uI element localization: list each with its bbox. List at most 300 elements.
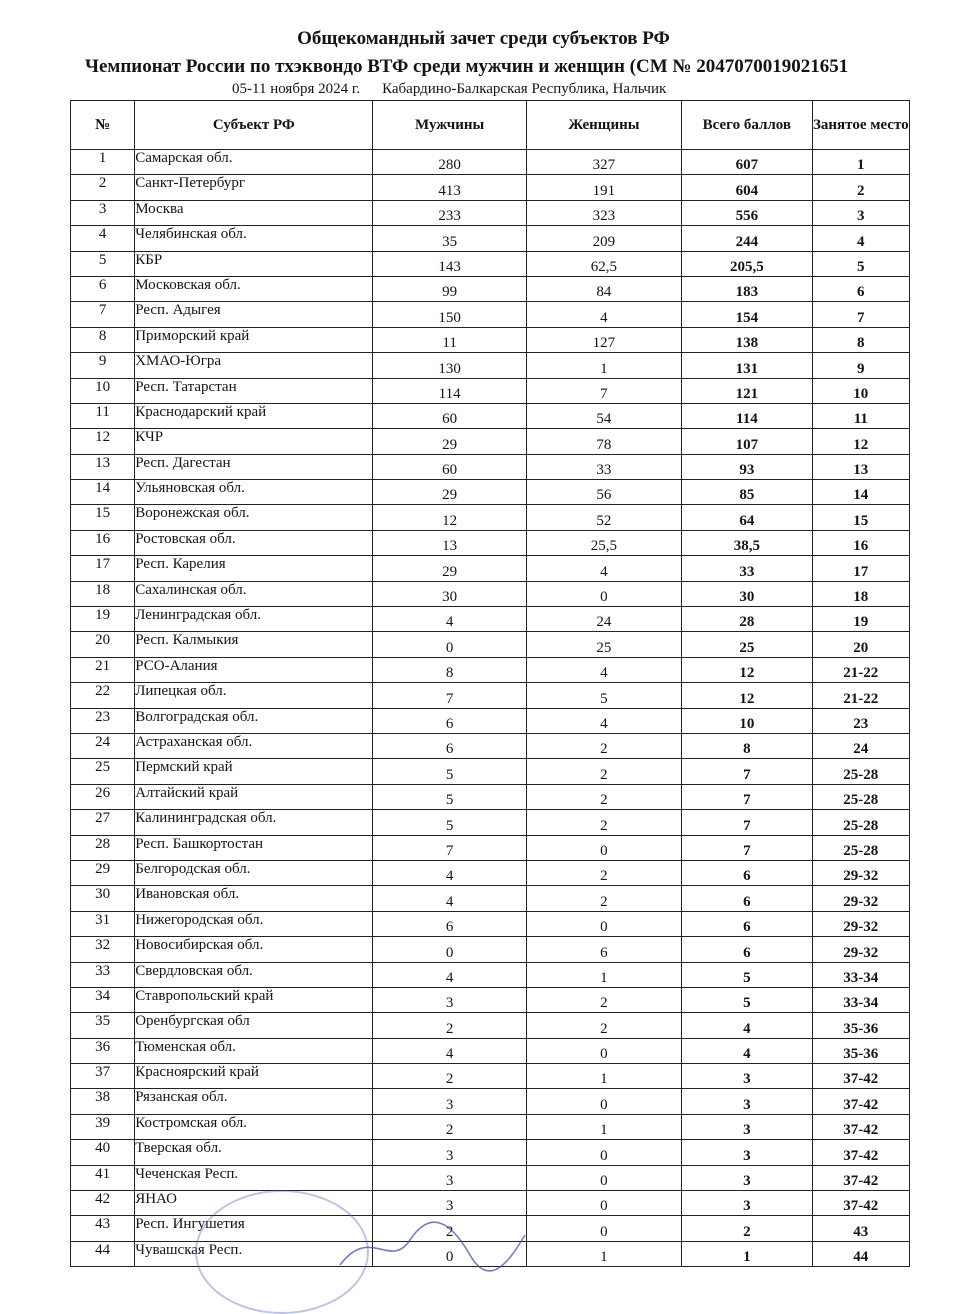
row-total-points: 7 (682, 810, 813, 835)
row-total-points: 3 (682, 1114, 813, 1139)
row-women-points: 4 (526, 708, 681, 733)
table-row (71, 911, 910, 936)
row-total-points: 3 (682, 1191, 813, 1216)
row-number: 43 (71, 1216, 135, 1241)
col-header-num: № (71, 101, 135, 150)
row-men-points: 6 (373, 733, 526, 758)
row-women-points: 62,5 (526, 251, 681, 276)
row-total-points: 12 (682, 683, 813, 708)
row-men-points: 2 (373, 1013, 526, 1038)
row-number: 1 (71, 150, 135, 175)
row-place: 29-32 (812, 886, 909, 911)
table-row (71, 632, 910, 657)
row-subject: Оренбургская обл (135, 1013, 373, 1038)
table-row (71, 200, 910, 225)
row-place: 10 (812, 378, 909, 403)
table-row (71, 378, 910, 403)
row-total-points: 93 (682, 454, 813, 479)
row-subject: Астраханская обл. (135, 733, 373, 758)
row-women-points: 2 (526, 860, 681, 885)
row-place: 37-42 (812, 1191, 909, 1216)
row-number: 10 (71, 378, 135, 403)
row-subject: Свердловская обл. (135, 962, 373, 987)
row-subject: Сахалинская обл. (135, 581, 373, 606)
row-women-points: 52 (526, 505, 681, 530)
row-men-points: 60 (373, 403, 526, 428)
table-row (71, 1241, 910, 1266)
row-subject: Красноярский край (135, 1064, 373, 1089)
row-total-points: 64 (682, 505, 813, 530)
row-men-points: 13 (373, 530, 526, 555)
row-men-points: 29 (373, 480, 526, 505)
row-subject: Тюменская обл. (135, 1038, 373, 1063)
row-number: 6 (71, 276, 135, 301)
row-women-points: 0 (526, 581, 681, 606)
row-total-points: 28 (682, 607, 813, 632)
row-number: 5 (71, 251, 135, 276)
row-place: 20 (812, 632, 909, 657)
table-row (71, 683, 910, 708)
row-subject: Респ. Адыгея (135, 302, 373, 327)
row-men-points: 3 (373, 987, 526, 1012)
row-subject: Респ. Татарстан (135, 378, 373, 403)
row-men-points: 6 (373, 708, 526, 733)
table-row (71, 835, 910, 860)
row-women-points: 1 (526, 962, 681, 987)
row-men-points: 29 (373, 429, 526, 454)
row-place: 21-22 (812, 683, 909, 708)
row-total-points: 154 (682, 302, 813, 327)
row-total-points: 85 (682, 480, 813, 505)
col-header-men: Мужчины (373, 101, 526, 150)
row-women-points: 2 (526, 784, 681, 809)
row-place: 19 (812, 607, 909, 632)
col-header-women: Женщины (526, 101, 681, 150)
row-women-points: 0 (526, 1191, 681, 1216)
row-women-points: 2 (526, 733, 681, 758)
table-row (71, 937, 910, 962)
event-dates: 05-11 ноября 2024 г. (232, 81, 361, 97)
row-number: 8 (71, 327, 135, 352)
row-men-points: 8 (373, 657, 526, 682)
table-row (71, 886, 910, 911)
row-total-points: 604 (682, 175, 813, 200)
row-subject: Новосибирская обл. (135, 937, 373, 962)
row-total-points: 7 (682, 759, 813, 784)
row-place: 4 (812, 226, 909, 251)
row-number: 40 (71, 1140, 135, 1165)
row-total-points: 107 (682, 429, 813, 454)
row-subject: Ленинградская обл. (135, 607, 373, 632)
row-women-points: 2 (526, 1013, 681, 1038)
row-number: 21 (71, 657, 135, 682)
row-total-points: 121 (682, 378, 813, 403)
row-place: 17 (812, 556, 909, 581)
row-place: 37-42 (812, 1140, 909, 1165)
row-number: 36 (71, 1038, 135, 1063)
table-row (71, 1064, 910, 1089)
row-men-points: 3 (373, 1165, 526, 1190)
row-women-points: 2 (526, 886, 681, 911)
row-subject: Приморский край (135, 327, 373, 352)
table-body (71, 150, 910, 1267)
row-number: 34 (71, 987, 135, 1012)
row-number: 35 (71, 1013, 135, 1038)
row-total-points: 114 (682, 403, 813, 428)
row-place: 37-42 (812, 1165, 909, 1190)
row-number: 14 (71, 480, 135, 505)
row-number: 7 (71, 302, 135, 327)
row-men-points: 3 (373, 1089, 526, 1114)
row-place: 7 (812, 302, 909, 327)
row-number: 11 (71, 403, 135, 428)
row-total-points: 6 (682, 937, 813, 962)
row-subject: Респ. Ингушетия (135, 1216, 373, 1241)
row-number: 31 (71, 911, 135, 936)
row-men-points: 7 (373, 683, 526, 708)
row-women-points: 78 (526, 429, 681, 454)
col-header-total: Всего баллов (682, 101, 813, 150)
row-place: 24 (812, 733, 909, 758)
table-row (71, 175, 910, 200)
row-place: 37-42 (812, 1064, 909, 1089)
table-row (71, 1140, 910, 1165)
row-place: 33-34 (812, 962, 909, 987)
row-total-points: 1 (682, 1241, 813, 1266)
row-number: 37 (71, 1064, 135, 1089)
row-place: 43 (812, 1216, 909, 1241)
row-men-points: 150 (373, 302, 526, 327)
row-men-points: 233 (373, 200, 526, 225)
row-men-points: 413 (373, 175, 526, 200)
row-place: 29-32 (812, 911, 909, 936)
row-place: 14 (812, 480, 909, 505)
row-number: 38 (71, 1089, 135, 1114)
row-women-points: 4 (526, 302, 681, 327)
row-number: 42 (71, 1191, 135, 1216)
table-row (71, 1165, 910, 1190)
row-total-points: 12 (682, 657, 813, 682)
row-women-points: 327 (526, 150, 681, 175)
row-women-points: 1 (526, 1114, 681, 1139)
row-place: 29-32 (812, 860, 909, 885)
row-women-points: 0 (526, 1038, 681, 1063)
row-subject: Ставропольский край (135, 987, 373, 1012)
row-subject: Чувашская Респ. (135, 1241, 373, 1266)
row-men-points: 35 (373, 226, 526, 251)
row-women-points: 0 (526, 1165, 681, 1190)
row-men-points: 0 (373, 632, 526, 657)
row-total-points: 5 (682, 962, 813, 987)
row-total-points: 6 (682, 911, 813, 936)
row-women-points: 5 (526, 683, 681, 708)
row-women-points: 127 (526, 327, 681, 352)
row-total-points: 556 (682, 200, 813, 225)
row-women-points: 0 (526, 1216, 681, 1241)
results-table (70, 100, 910, 1267)
row-total-points: 3 (682, 1064, 813, 1089)
table-row (71, 810, 910, 835)
row-total-points: 4 (682, 1038, 813, 1063)
row-total-points: 2 (682, 1216, 813, 1241)
col-header-subject: Субъект РФ (135, 101, 373, 150)
row-subject: Респ. Калмыкия (135, 632, 373, 657)
row-place: 25-28 (812, 759, 909, 784)
table-row (71, 480, 910, 505)
row-women-points: 2 (526, 759, 681, 784)
row-place: 1 (812, 150, 909, 175)
table-row (71, 530, 910, 555)
row-number: 25 (71, 759, 135, 784)
row-total-points: 7 (682, 784, 813, 809)
table-row (71, 784, 910, 809)
row-total-points: 3 (682, 1165, 813, 1190)
row-number: 33 (71, 962, 135, 987)
row-place: 15 (812, 505, 909, 530)
row-women-points: 0 (526, 911, 681, 936)
row-women-points: 7 (526, 378, 681, 403)
row-number: 23 (71, 708, 135, 733)
row-men-points: 5 (373, 759, 526, 784)
table-row (71, 403, 910, 428)
table-row (71, 454, 910, 479)
row-number: 26 (71, 784, 135, 809)
table-row (71, 1013, 910, 1038)
table-row (71, 1089, 910, 1114)
row-place: 9 (812, 353, 909, 378)
row-total-points: 131 (682, 353, 813, 378)
row-subject: Липецкая обл. (135, 683, 373, 708)
row-number: 2 (71, 175, 135, 200)
row-women-points: 2 (526, 810, 681, 835)
row-number: 15 (71, 505, 135, 530)
row-number: 4 (71, 226, 135, 251)
row-total-points: 3 (682, 1140, 813, 1165)
row-subject: Тверская обл. (135, 1140, 373, 1165)
table-row (71, 962, 910, 987)
row-women-points: 4 (526, 657, 681, 682)
row-total-points: 8 (682, 733, 813, 758)
row-total-points: 5 (682, 987, 813, 1012)
row-men-points: 280 (373, 150, 526, 175)
row-women-points: 1 (526, 1241, 681, 1266)
row-women-points: 54 (526, 403, 681, 428)
table-row (71, 150, 910, 175)
event-info-line (232, 81, 832, 98)
row-total-points: 607 (682, 150, 813, 175)
row-women-points: 25 (526, 632, 681, 657)
row-men-points: 7 (373, 835, 526, 860)
row-place: 23 (812, 708, 909, 733)
row-subject: Респ. Дагестан (135, 454, 373, 479)
row-subject: Самарская обл. (135, 150, 373, 175)
row-subject: Чеченская Респ. (135, 1165, 373, 1190)
row-place: 29-32 (812, 937, 909, 962)
row-total-points: 7 (682, 835, 813, 860)
row-subject: Ростовская обл. (135, 530, 373, 555)
row-men-points: 2 (373, 1114, 526, 1139)
row-men-points: 5 (373, 784, 526, 809)
row-women-points: 0 (526, 1089, 681, 1114)
row-place: 8 (812, 327, 909, 352)
table-row (71, 1114, 910, 1139)
row-place: 33-34 (812, 987, 909, 1012)
row-subject: Костромская обл. (135, 1114, 373, 1139)
row-number: 17 (71, 556, 135, 581)
row-place: 3 (812, 200, 909, 225)
table-row (71, 556, 910, 581)
row-number: 9 (71, 353, 135, 378)
table-row (71, 276, 910, 301)
table-header-row (71, 101, 910, 150)
row-men-points: 5 (373, 810, 526, 835)
table-row (71, 251, 910, 276)
row-number: 39 (71, 1114, 135, 1139)
table-row (71, 1216, 910, 1241)
row-women-points: 25,5 (526, 530, 681, 555)
row-total-points: 10 (682, 708, 813, 733)
table-row (71, 1191, 910, 1216)
row-subject: Ивановская обл. (135, 886, 373, 911)
row-number: 32 (71, 937, 135, 962)
col-header-place: Занятое место (812, 101, 909, 150)
table-row (71, 759, 910, 784)
row-men-points: 130 (373, 353, 526, 378)
row-place: 2 (812, 175, 909, 200)
row-men-points: 4 (373, 607, 526, 632)
row-men-points: 4 (373, 1038, 526, 1063)
row-place: 35-36 (812, 1038, 909, 1063)
row-men-points: 0 (373, 937, 526, 962)
table-row (71, 581, 910, 606)
row-men-points: 4 (373, 886, 526, 911)
row-men-points: 4 (373, 962, 526, 987)
row-women-points: 323 (526, 200, 681, 225)
row-place: 35-36 (812, 1013, 909, 1038)
row-total-points: 25 (682, 632, 813, 657)
row-men-points: 143 (373, 251, 526, 276)
row-men-points: 12 (373, 505, 526, 530)
row-subject: Калининградская обл. (135, 810, 373, 835)
row-subject: Челябинская обл. (135, 226, 373, 251)
row-total-points: 38,5 (682, 530, 813, 555)
row-subject: Воронежская обл. (135, 505, 373, 530)
document-subtitle: Чемпионат России по тхэквондо ВТФ среди мужчин и женщин (СМ № 2047070019021651 (85, 56, 849, 77)
row-subject: Пермский край (135, 759, 373, 784)
row-number: 12 (71, 429, 135, 454)
row-men-points: 114 (373, 378, 526, 403)
row-total-points: 6 (682, 860, 813, 885)
row-number: 16 (71, 530, 135, 555)
row-subject: КЧР (135, 429, 373, 454)
row-subject: Московская обл. (135, 276, 373, 301)
row-men-points: 2 (373, 1216, 526, 1241)
row-number: 22 (71, 683, 135, 708)
row-men-points: 4 (373, 860, 526, 885)
row-number: 18 (71, 581, 135, 606)
row-subject: РСО-Алания (135, 657, 373, 682)
row-place: 6 (812, 276, 909, 301)
row-total-points: 30 (682, 581, 813, 606)
table-row (71, 505, 910, 530)
row-subject: Ульяновская обл. (135, 480, 373, 505)
row-subject: Респ. Башкортостан (135, 835, 373, 860)
row-place: 37-42 (812, 1114, 909, 1139)
row-total-points: 6 (682, 886, 813, 911)
row-place: 44 (812, 1241, 909, 1266)
row-subject: Рязанская обл. (135, 1089, 373, 1114)
table-row (71, 733, 910, 758)
row-place: 25-28 (812, 810, 909, 835)
table-row (71, 353, 910, 378)
row-place: 25-28 (812, 784, 909, 809)
row-subject: Алтайский край (135, 784, 373, 809)
row-women-points: 84 (526, 276, 681, 301)
row-men-points: 11 (373, 327, 526, 352)
row-subject: Респ. Карелия (135, 556, 373, 581)
row-number: 30 (71, 886, 135, 911)
row-number: 29 (71, 860, 135, 885)
row-women-points: 1 (526, 353, 681, 378)
row-place: 11 (812, 403, 909, 428)
table-row (71, 708, 910, 733)
row-total-points: 3 (682, 1089, 813, 1114)
row-men-points: 3 (373, 1191, 526, 1216)
event-location: Кабардино-Балкарская Республика, Нальчик (382, 81, 667, 97)
row-women-points: 56 (526, 480, 681, 505)
row-number: 13 (71, 454, 135, 479)
table-row (71, 226, 910, 251)
row-men-points: 30 (373, 581, 526, 606)
row-women-points: 33 (526, 454, 681, 479)
row-women-points: 2 (526, 987, 681, 1012)
row-place: 25-28 (812, 835, 909, 860)
row-number: 24 (71, 733, 135, 758)
row-subject: ХМАО-Югра (135, 353, 373, 378)
row-women-points: 0 (526, 1140, 681, 1165)
row-number: 20 (71, 632, 135, 657)
table-row (71, 429, 910, 454)
row-men-points: 60 (373, 454, 526, 479)
row-women-points: 1 (526, 1064, 681, 1089)
row-subject: Санкт-Петербург (135, 175, 373, 200)
row-subject: ЯНАО (135, 1191, 373, 1216)
row-subject: Нижегородская обл. (135, 911, 373, 936)
row-total-points: 205,5 (682, 251, 813, 276)
row-women-points: 4 (526, 556, 681, 581)
row-women-points: 6 (526, 937, 681, 962)
row-women-points: 191 (526, 175, 681, 200)
row-number: 44 (71, 1241, 135, 1266)
row-subject: Белгородская обл. (135, 860, 373, 885)
row-total-points: 33 (682, 556, 813, 581)
row-men-points: 2 (373, 1064, 526, 1089)
table-row (71, 860, 910, 885)
row-number: 19 (71, 607, 135, 632)
row-place: 16 (812, 530, 909, 555)
row-subject: Краснодарский край (135, 403, 373, 428)
row-total-points: 244 (682, 226, 813, 251)
row-men-points: 6 (373, 911, 526, 936)
row-subject: Волгоградская обл. (135, 708, 373, 733)
table-row (71, 657, 910, 682)
row-men-points: 3 (373, 1140, 526, 1165)
table-row (71, 327, 910, 352)
row-place: 13 (812, 454, 909, 479)
row-number: 3 (71, 200, 135, 225)
row-subject: КБР (135, 251, 373, 276)
row-place: 21-22 (812, 657, 909, 682)
